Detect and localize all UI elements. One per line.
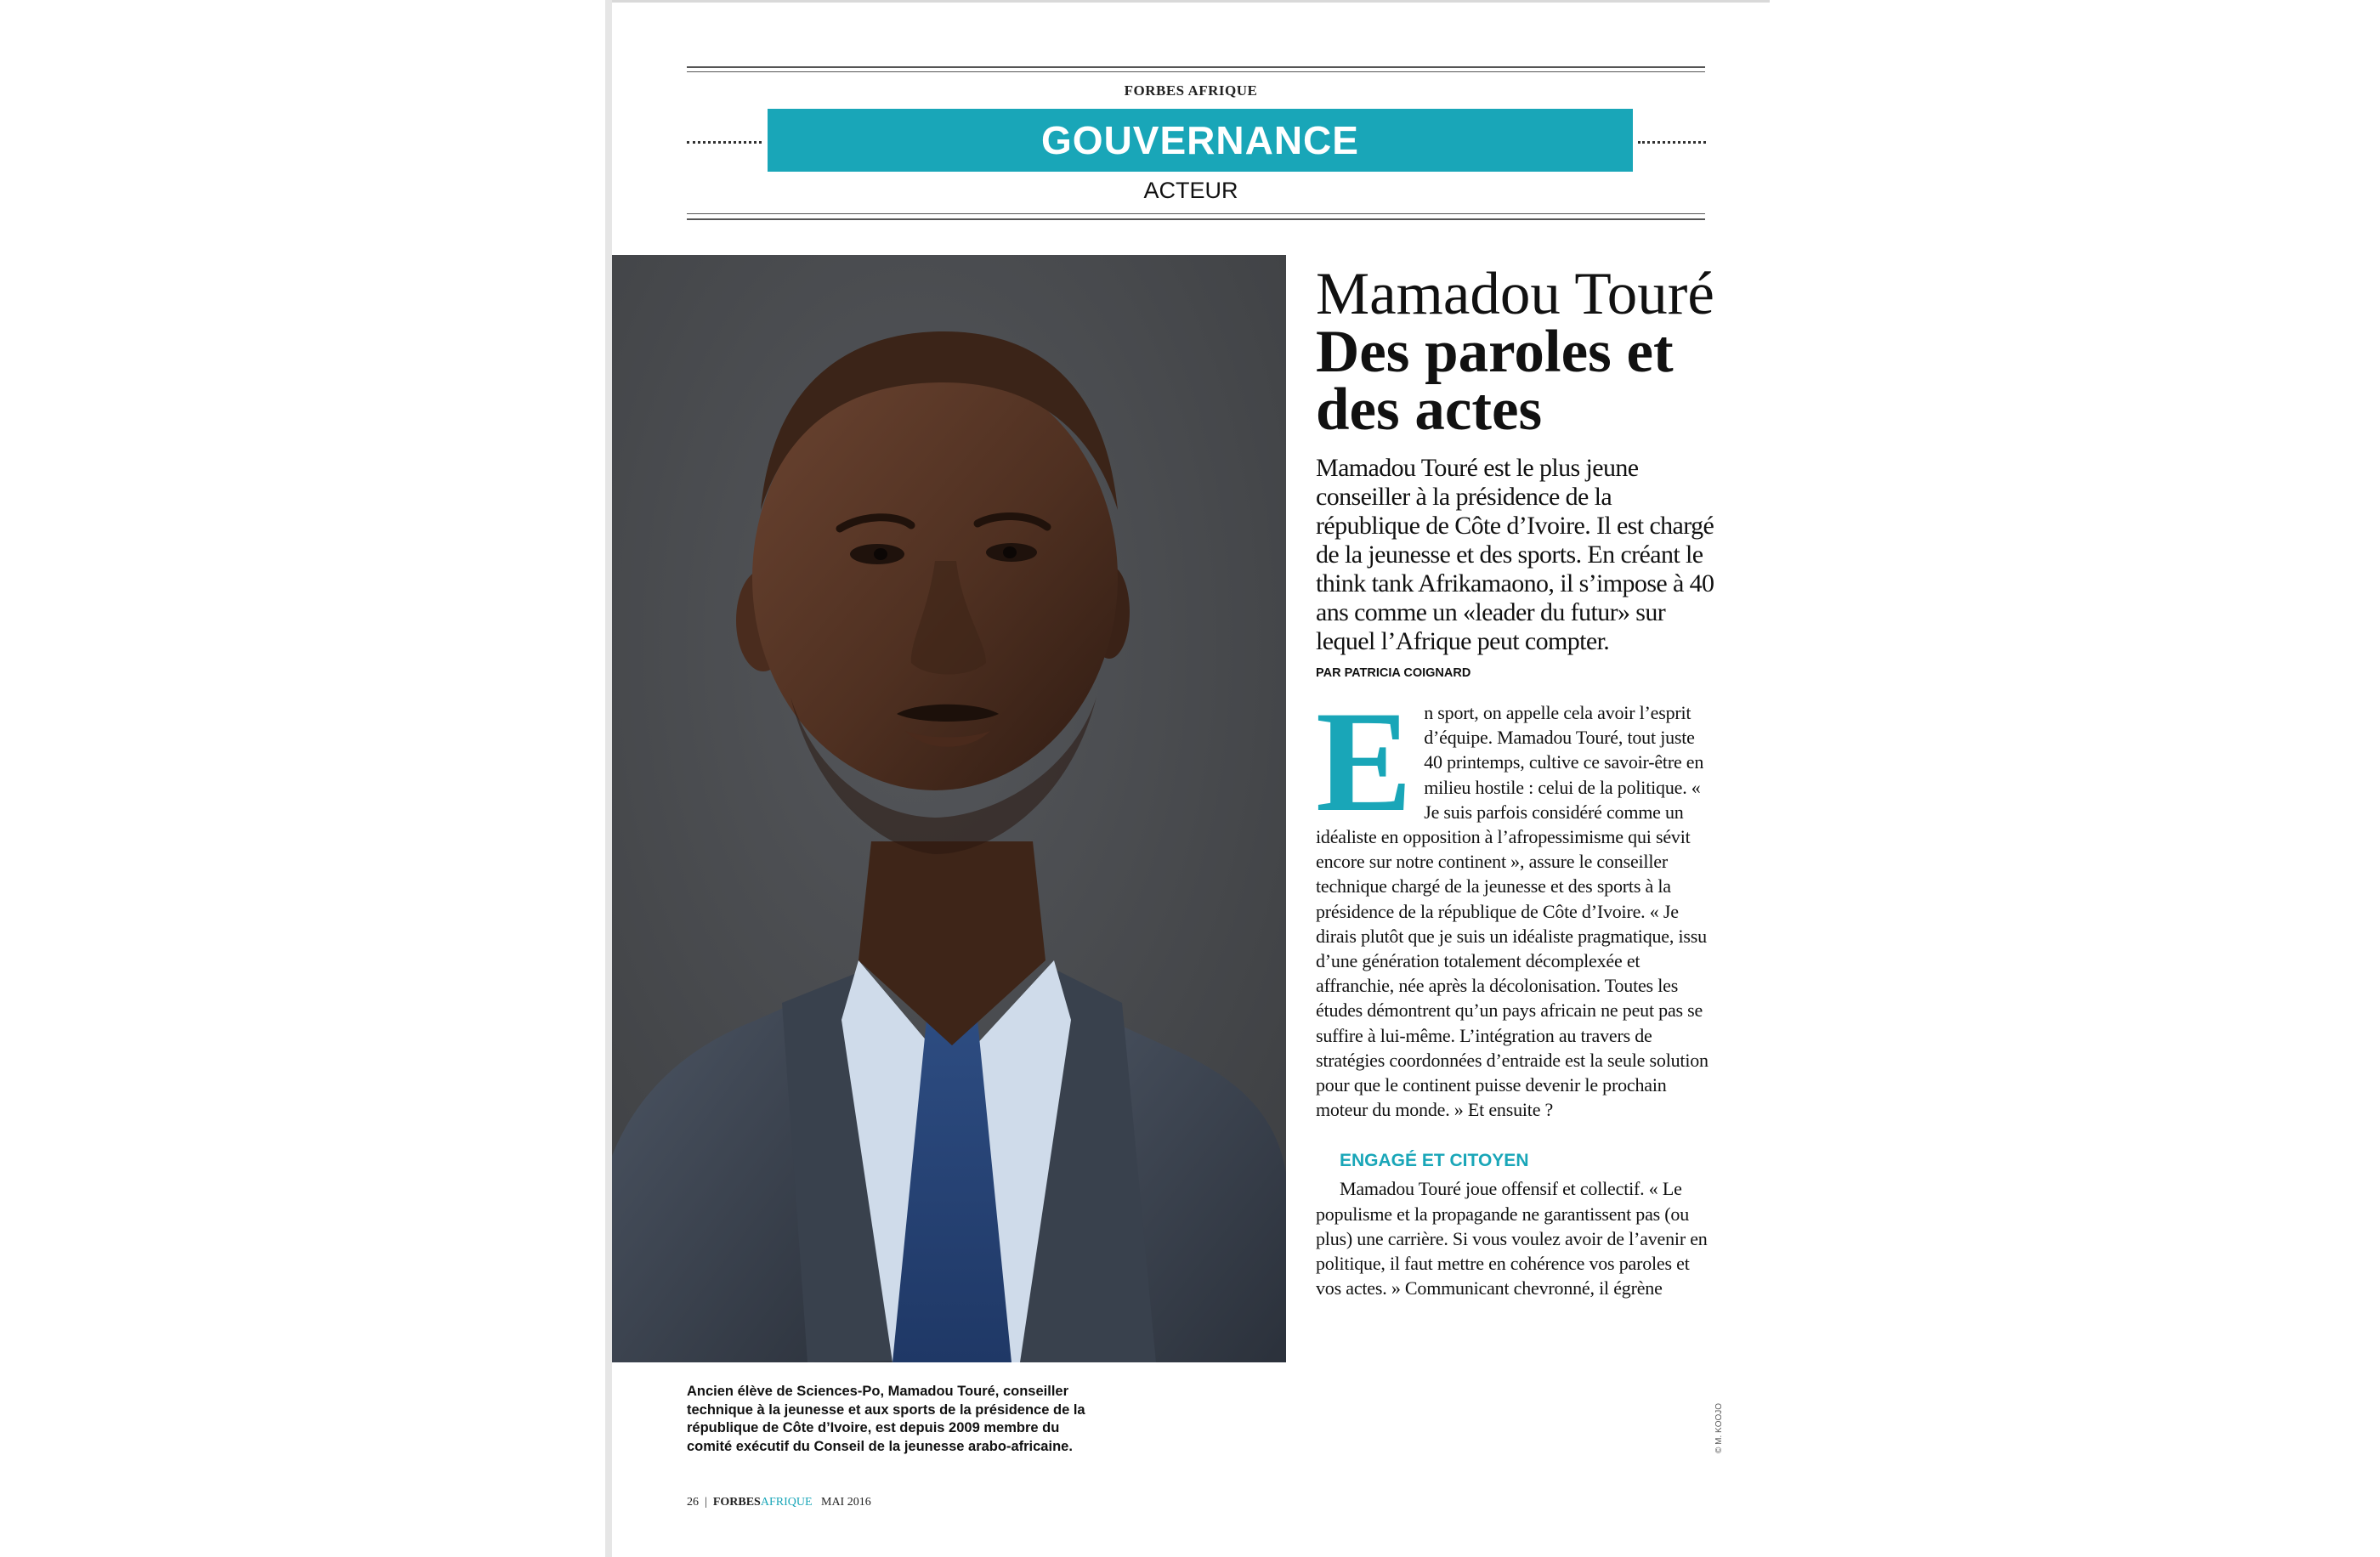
portrait-illustration [612, 255, 1286, 1362]
photo-caption: Ancien élève de Sciences-Po, Mamadou Touré, conseiller technique à la jeunesse et aux sports de la présidence de la république de Côte d’Ivoire, est depuis 2009 membre du comité exécutif du Conseil de la jeunesse arabo-africaine. [687, 1384, 1085, 1454]
article-body-first [1316, 682, 1715, 1122]
subsection-label: ACTEUR [1143, 178, 1238, 203]
header-bottom-rule [687, 218, 1705, 220]
header-top-rule [687, 66, 1705, 68]
article-body-text: n sport, on appelle cela avoir l’esprit d’équipe. Mamadou Touré, tout juste 40 printemps, cultive ce savoir-être en milieu hostile : celui de la politique. « Je suis parfois considéré comme un idéaliste en opposition à l’afropessimisme qui sévit encore sur notre continent », assure le conseiller technique chargé de la jeunesse et des sports à la présidence de la république de Côte d’Ivoire. « Je dirais plutôt que je suis un idéaliste pragmatique, issu d’une génération totalement décomplexée et affranchie, née après la décolonisation. Toutes les études démontrent qu’un pays africain ne peut pas se suffire à lui-même. L’intégration au travers de stratégies coordonnées d’entraide est la seule solution pour que le continent puisse devenir le prochain moteur du monde. » Et ensuite ? [1316, 702, 1708, 1121]
article-title-name: Mamadou Touré [1316, 261, 1714, 327]
header-dotted-line-left [687, 141, 762, 144]
section-title: GOUVERNANCE [1041, 118, 1359, 162]
page-footer [687, 1496, 871, 1509]
article-subheading: ENGAGÉ ET CITOYEN [1340, 1151, 1529, 1171]
footer-separator: | [705, 1496, 707, 1509]
footer-brand-accent: AFRIQUE [760, 1496, 813, 1509]
footer-issue: MAI 2016 [821, 1496, 871, 1509]
photo-credit: © M. KOOJO [1714, 1402, 1724, 1453]
article-byline: PAR PATRICIA COIGNARD [1316, 666, 1471, 680]
footer-brand: FORBES [712, 1496, 761, 1509]
magazine-page [605, 0, 1770, 1557]
header-top-rule-thin [687, 71, 1705, 72]
article-headline: Des paroles et des actes [1316, 319, 1674, 443]
viewer-background [0, 0, 605, 1557]
article-body-second: Mamadou Touré joue offensif et collectif. « Le populisme et la propagande ne garantissent pas (ou plus) une carrière. Si vous voulez avoir de l’avenir en politique, il faut mettre en cohérence vos paroles et vos actes. » Communicant chevronné, il égrène [1316, 1178, 1708, 1299]
page-number: 26 [687, 1496, 699, 1509]
portrait-photo [612, 255, 1286, 1362]
drop-cap: E [1316, 682, 1413, 841]
header-dotted-line-right [1638, 141, 1706, 144]
page-top-edge [612, 0, 1770, 3]
magazine-label: FORBES AFRIQUE [1124, 82, 1258, 99]
header-bottom-rule-thin [687, 213, 1705, 214]
article-standfirst: Mamadou Touré est le plus jeune conseiller à la présidence de la république de Côte d’Ivoire. Il est chargé de la jeunesse et des sports. En créant le think tank Afrikamaono, il s’impose à 40 ans comme un «leader du futur» sur lequel l’Afrique peut compter. [1316, 454, 1714, 655]
section-banner [768, 109, 1633, 172]
article-column [1316, 255, 1715, 1300]
